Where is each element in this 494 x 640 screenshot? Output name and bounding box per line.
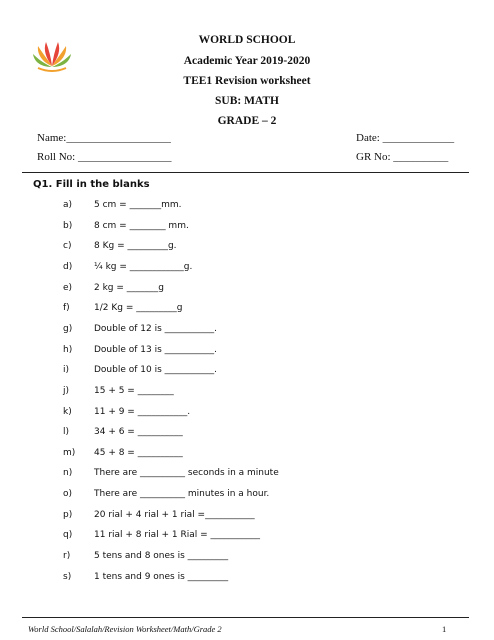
question-item [63,427,183,437]
question-item [63,303,182,313]
question-letter: s) [63,571,72,582]
question-item [63,489,269,499]
question-item [63,448,183,458]
question-letter: g) [63,323,73,334]
section-title: Q1. Fill in the blanks [33,179,150,190]
question-letter: k) [63,406,72,417]
question-text: 8 cm = ________ mm. [94,220,189,231]
question-text: 5 tens and 8 ones is _________ [94,551,229,562]
question-item [63,283,164,293]
question-item [63,510,255,520]
question-item [63,468,279,478]
question-letter: q) [63,530,73,541]
question-letter: b) [63,220,73,231]
question-item [63,551,228,561]
question-item [63,262,192,272]
question-text: Double of 10 is ___________. [94,365,218,376]
question-letter: f) [63,303,70,314]
question-item [63,386,174,396]
page-number: 1 [442,624,447,634]
question-item [63,200,181,210]
question-text: 2 kg = _______g [94,282,164,293]
question-text: 11 rial + 8 rial + 1 Rial = ___________ [94,530,260,541]
question-letter: p) [63,509,73,520]
question-text: 20 rial + 4 rial + 1 rial =___________ [94,509,255,520]
question-letter: d) [63,261,73,272]
question-text: There are __________ minutes in a hour. [94,489,270,500]
question-letter: h) [63,344,73,355]
footer-divider [22,617,469,618]
question-item [63,241,177,251]
question-item [63,407,190,417]
question-text: 5 cm = _______mm. [94,200,182,210]
question-letter: r) [63,551,71,562]
question-letter: a) [63,200,73,210]
question-letter: n) [63,468,73,479]
question-item [63,324,217,334]
question-text: Double of 13 is ___________. [94,344,218,355]
question-letter: m) [63,447,76,458]
footer-text: World School/Salalah/Revision Worksheet/Math/Grade 2 [28,624,222,634]
question-item [63,221,189,231]
question-letter: j) [63,385,70,396]
question-text: There are __________ seconds in a minute [94,468,279,479]
question-item [63,345,217,355]
question-text: 45 + 8 = __________ [94,447,183,458]
question-text: 34 + 6 = __________ [94,427,183,438]
gr-no-field: GR No: __________ [356,151,449,163]
worksheet-title: TEE1 Revision worksheet [183,75,311,87]
question-item [63,572,228,582]
question-text: Double of 12 is ___________. [94,323,218,334]
header-divider [22,172,469,173]
question-letter: c) [63,241,72,252]
name-field: Name:___________________ [37,132,171,144]
question-letter: o) [63,489,73,500]
date-field: Date: _____________ [356,132,455,144]
question-letter: l) [63,427,70,438]
question-text: ¼ kg = ____________g. [94,261,193,272]
question-text: 11 + 9 = ___________. [94,406,191,417]
subject: SUB: MATH [215,95,279,107]
academic-year: Academic Year 2019-2020 [183,55,311,67]
question-text: 1 tens and 9 ones is _________ [94,571,229,582]
question-letter: e) [63,282,73,293]
question-text: 15 + 5 = ________ [94,385,174,396]
roll-no-field: Roll No: _________________ [37,151,172,163]
grade: GRADE – 2 [217,115,277,127]
school-name: WORLD SCHOOL [198,34,296,46]
question-text: 8 Kg = _________g. [94,241,177,252]
question-text: 1/2 Kg = _________g [94,303,183,314]
question-item [63,365,217,375]
question-letter: i) [63,365,70,376]
question-item [63,530,260,540]
